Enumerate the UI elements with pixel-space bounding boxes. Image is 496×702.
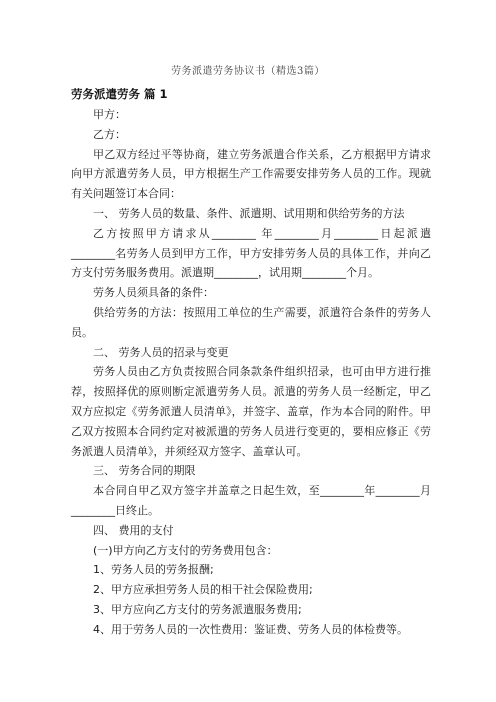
clause-1-heading: 一、 劳务人员的数量、条件、派遣期、试用期和供给劳务的方法 — [93, 206, 405, 220]
clause-3-heading: 三、 劳务合同的期限 — [93, 464, 196, 478]
supply-method-paragraph: 供给劳务的方法：按照用工单位的生产需要，派遣符合条件的劳务人员。 — [71, 305, 431, 339]
fee-item-2: 2、甲方应承担劳务人员的相干社会保险费用; — [93, 583, 313, 597]
clause-4-heading: 四、 费用的支付 — [93, 523, 174, 537]
conditions-line: 劳务人员须具备的条件： — [93, 286, 214, 300]
party-b-line: 乙方： — [93, 127, 126, 141]
clause-3-body: 本合同自甲乙双方签字并盖章之日起生效，至________年________月________日终止。 — [71, 484, 431, 517]
fee-intro-line: (一)甲方向乙方支付的劳务费用包含： — [93, 543, 278, 557]
section-heading: 劳务派遣劳务 篇 1 — [71, 87, 168, 101]
clause-2-body: 劳务人员由乙方负责按照合同条款条件组织招录，也可由甲方进行推荐，按照择优的原则断定派遣劳务人员。派遣的劳务人员一经断定，甲乙双方应拟定《劳务派遣人员清单》，并签字、盖章，作为本合同的附件。甲乙双方按照本合同约定对被派遣的劳务人员进行变更的，要相应修正《劳务派遣人员清单》，并须经双方签字、盖章认可。 — [71, 365, 431, 458]
clause-1-body: 乙方按照甲方请求从________ 年________月________日起派遣________名劳务人员到甲方工作，甲方安排劳务人员的具体工作，并向乙方支付劳务服务费用。派遣期________，试用期________个月。 — [71, 226, 431, 280]
preamble-paragraph: 甲乙双方经过平等协商，建立劳务派遣合作关系，乙方根据甲方请求向甲方派遣劳务人员，甲方根据生产工作需要安排劳务人员的工作。现就有关问题签订本合同： — [71, 147, 431, 201]
fee-item-3: 3、甲方应向乙方支付的劳务派遣服务费用; — [93, 602, 302, 616]
fee-item-4: 4、用于劳务人员的一次性费用：鉴证费、劳务人员的体检费等。 — [93, 622, 408, 636]
document-body — [71, 105, 431, 640]
clause-2-heading: 二、 劳务人员的招录与变更 — [93, 345, 229, 359]
party-a-line: 甲方： — [93, 108, 126, 121]
fee-item-1: 1、劳务人员的劳务报酬; — [93, 563, 214, 577]
document-title: 劳务派遣劳务协议书（精选3篇） — [171, 66, 325, 77]
